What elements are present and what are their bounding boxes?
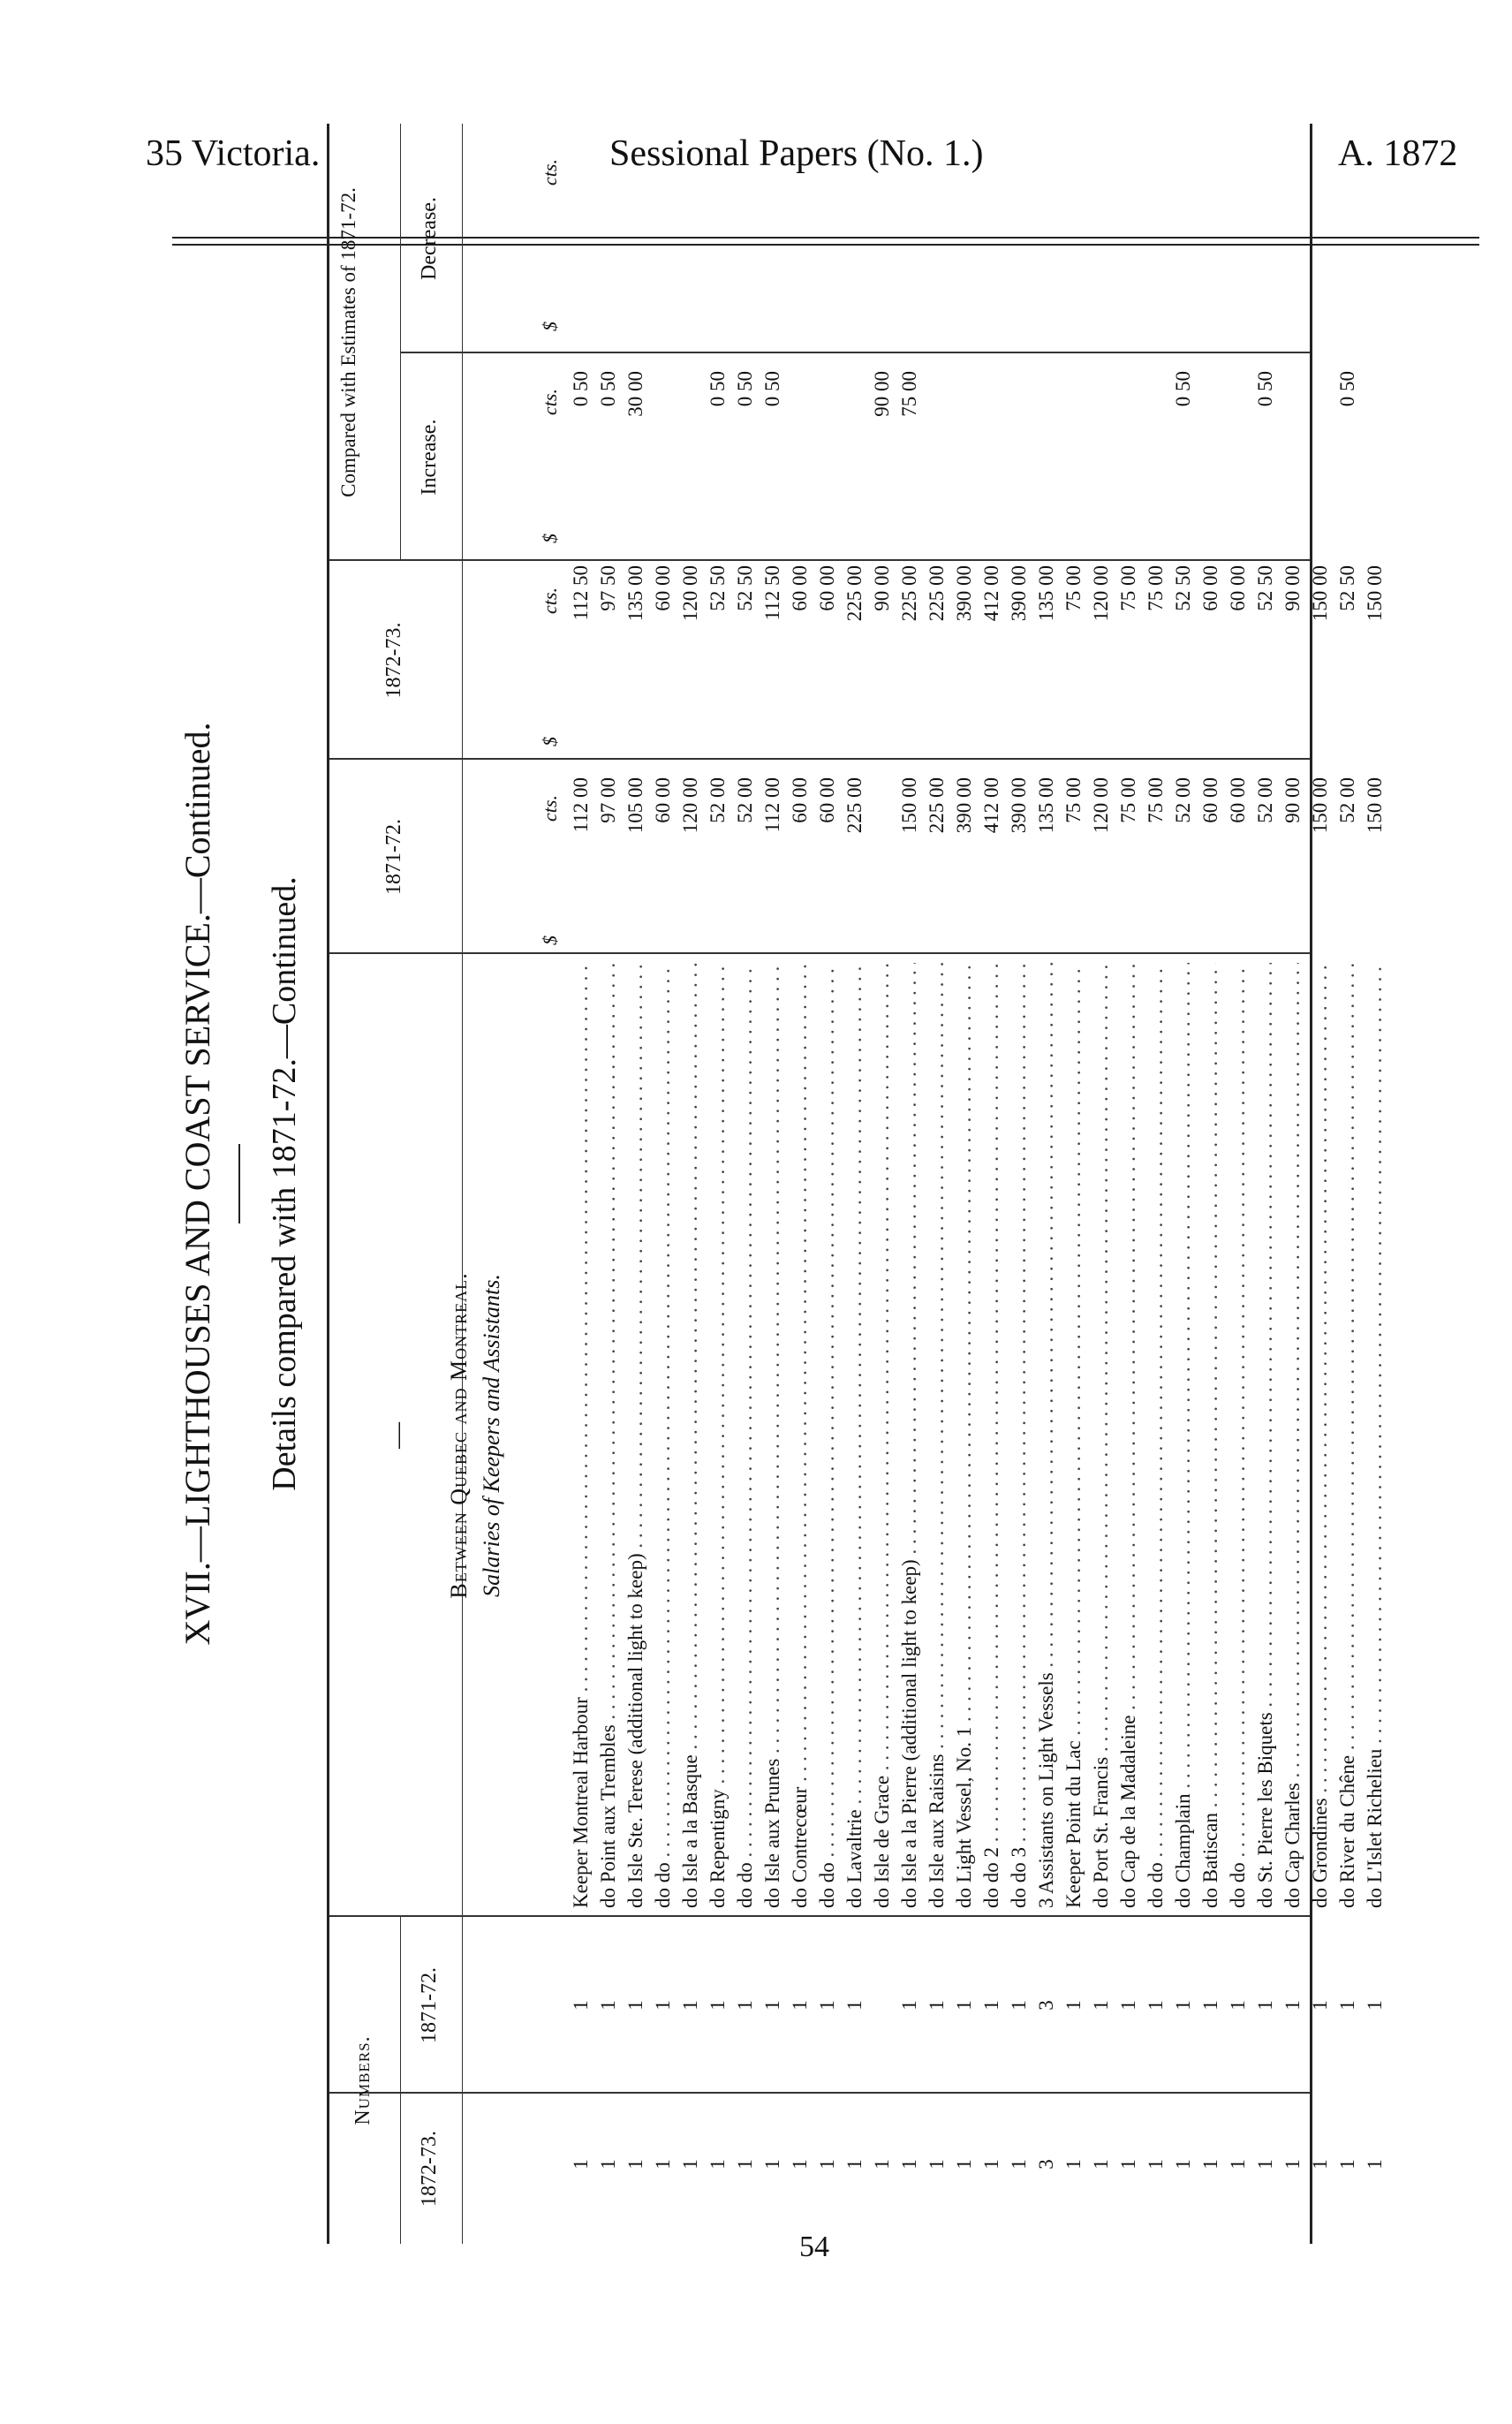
numbers-1871-72-cell: 1: [1199, 2000, 1221, 2011]
description-cell: Keeper Montreal Harbour . . .: [567, 963, 594, 1908]
table-row: [1087, 124, 1115, 2244]
description-cell: do Cap Charles . . .: [1279, 963, 1306, 1908]
amount-1871-72-cell: 150 00: [1309, 777, 1331, 834]
amount-1872-73-cell: 52 50: [1172, 565, 1194, 611]
amount-1871-72-cell: 112 00: [761, 777, 783, 833]
numbers-1871-72-cell: 1: [1090, 2000, 1112, 2011]
unit-cents: cts.: [539, 389, 561, 415]
table-row: [1142, 124, 1169, 2244]
table-row: [759, 124, 786, 2244]
amount-1871-72-cell: 390 00: [953, 777, 975, 834]
table-row: [567, 124, 594, 2244]
numbers-1871-72-cell: 1: [761, 2000, 783, 2011]
table-row: [1279, 124, 1306, 2244]
numbers-1871-72-cell: 1: [816, 2000, 838, 2011]
unit-dollar: $: [539, 322, 561, 331]
amount-1872-73-cell: 135 00: [1035, 565, 1057, 622]
table-row: [622, 124, 649, 2244]
numbers-1871-72-cell: 1: [1062, 2000, 1085, 2011]
numbers-1871-72-cell: 1: [1336, 2000, 1358, 2011]
table-row: [1115, 124, 1142, 2244]
numbers-1871-72-cell: 3: [1035, 2000, 1057, 2011]
description-cell: do Batiscan . . .: [1197, 963, 1224, 1908]
description-cell: do Isle a la Pierre (additional light to keep) . . .: [896, 963, 923, 1908]
running-header-right: A. 1872: [1338, 133, 1458, 174]
table-row: [731, 124, 759, 2244]
description-cell: do Repentigny . . .: [704, 963, 731, 1908]
amount-1871-72-cell: 60 00: [1227, 777, 1249, 823]
amount-1871-72-cell: 60 00: [789, 777, 811, 823]
numbers-1872-73-cell: 1: [1117, 2159, 1139, 2170]
numbers-1871-72-cell: 1: [679, 2000, 701, 2011]
amount-1871-72-cell: 75 00: [1062, 777, 1085, 823]
amount-1872-73-cell: 52 50: [1254, 565, 1276, 611]
description-cell: do do 2 . . .: [978, 963, 1005, 1908]
table-row: [923, 124, 950, 2244]
header-rule: [400, 124, 401, 561]
unit-cents: cts.: [539, 159, 561, 186]
document-subtitle: Details compared with 1871-72.—Continued.: [266, 876, 303, 1491]
numbers-1872-73-cell: 1: [1309, 2159, 1331, 2170]
table-row: [704, 124, 731, 2244]
table-row: [1197, 124, 1224, 2244]
description-cell: do River du Chêne . . .: [1334, 963, 1361, 1908]
numbers-1871-72-cell: 1: [1117, 2000, 1139, 2011]
header-numbers-1872-73: 1872-73.: [418, 2131, 441, 2207]
description-cell: do do . . .: [1224, 963, 1251, 1908]
amount-1872-73-cell: 225 00: [843, 565, 866, 622]
increase-cell: 90 00: [871, 371, 893, 417]
increase-cell: 0 50: [1254, 371, 1276, 407]
header-numbers: Numbers.: [352, 2035, 374, 2125]
amount-1872-73-cell: 120 00: [1090, 565, 1112, 622]
numbers-1872-73-cell: 1: [953, 2159, 975, 2170]
numbers-1871-72-cell: 1: [1281, 2000, 1304, 2011]
numbers-1872-73-cell: 1: [1254, 2159, 1276, 2170]
unit-dollar: $: [539, 534, 561, 543]
numbers-1871-72-cell: 1: [980, 2000, 1002, 2011]
table-row: [841, 124, 868, 2244]
numbers-1872-73-cell: 1: [1336, 2159, 1358, 2170]
numbers-1872-73-cell: 1: [1364, 2159, 1386, 2170]
amount-1872-73-cell: 112 50: [761, 565, 783, 621]
numbers-1872-73-cell: 1: [1008, 2159, 1030, 2170]
amount-1872-73-cell: 60 00: [789, 565, 811, 611]
description-cell: do do . . .: [1142, 963, 1169, 1908]
section-title: Between Quebec and Montreal.: [446, 1272, 472, 1599]
description-cell: do do . . .: [731, 963, 759, 1908]
numbers-1872-73-cell: 1: [734, 2159, 756, 2170]
numbers-1872-73-cell: 3: [1035, 2159, 1057, 2170]
amount-1871-72-cell: 120 00: [679, 777, 701, 834]
amount-1872-73-cell: 60 00: [1227, 565, 1249, 611]
amount-1871-72-cell: 150 00: [1364, 777, 1386, 834]
numbers-1871-72-cell: 1: [843, 2000, 866, 2011]
amount-1871-72-cell: 52 00: [707, 777, 729, 823]
table-row: [1032, 124, 1060, 2244]
numbers-1871-72-cell: 1: [1309, 2000, 1331, 2011]
table-row: [677, 124, 704, 2244]
amount-1872-73-cell: 60 00: [652, 565, 674, 611]
description-cell: 3 Assistants on Light Vessels . . .: [1032, 963, 1060, 1908]
increase-cell: 75 00: [898, 371, 920, 417]
increase-cell: 0 50: [597, 371, 619, 407]
table-row: [1224, 124, 1251, 2244]
description-cell: Keeper Point du Lac . . .: [1060, 963, 1087, 1908]
numbers-1871-72-cell: 1: [1254, 2000, 1276, 2011]
numbers-1872-73-cell: 1: [1227, 2159, 1249, 2170]
numbers-1872-73-cell: 1: [871, 2159, 893, 2170]
header-decrease: Decrease.: [418, 197, 441, 280]
description-cell: do Isle Ste. Terese (additional light to keep) . . .: [622, 963, 649, 1908]
title-divider: [238, 1144, 240, 1223]
amount-1871-72-cell: 412 00: [980, 777, 1002, 834]
increase-cell: 30 00: [624, 371, 646, 417]
numbers-1872-73-cell: 1: [707, 2159, 729, 2170]
numbers-1872-73-cell: 1: [570, 2159, 592, 2170]
amount-1872-73-cell: 60 00: [1199, 565, 1221, 611]
numbers-1871-72-cell: 1: [1227, 2000, 1249, 2011]
numbers-1872-73-cell: 1: [1281, 2159, 1304, 2170]
description-cell: do Isle de Grace . . .: [868, 963, 896, 1908]
amount-1872-73-cell: 75 00: [1062, 565, 1085, 611]
amount-1871-72-cell: 97 00: [597, 777, 619, 823]
numbers-1872-73-cell: 1: [679, 2159, 701, 2170]
amount-1872-73-cell: 90 00: [1281, 565, 1304, 611]
description-cell: do Lavaltrie . . .: [841, 963, 868, 1908]
numbers-1872-73-cell: 1: [761, 2159, 783, 2170]
amount-1871-72-cell: 150 00: [898, 777, 920, 834]
amount-1872-73-cell: 150 00: [1309, 565, 1331, 622]
increase-cell: 0 50: [761, 371, 783, 407]
document-title: XVII.—LIGHTHOUSES AND COAST SERVICE.—Continued.: [178, 722, 217, 1646]
description-cell: do Champlain . . .: [1169, 963, 1197, 1908]
numbers-1872-73-cell: 1: [652, 2159, 674, 2170]
numbers-1871-72-cell: 1: [789, 2000, 811, 2011]
amount-1871-72-cell: 60 00: [816, 777, 838, 823]
amount-1872-73-cell: 135 00: [624, 565, 646, 622]
table-row: [1361, 124, 1388, 2244]
amount-1871-72-cell: 225 00: [843, 777, 866, 834]
numbers-1871-72-cell: 1: [953, 2000, 975, 2011]
numbers-1872-73-cell: 1: [1172, 2159, 1194, 2170]
numbers-1872-73-cell: 1: [624, 2159, 646, 2170]
header-1872-73: 1872-73.: [382, 622, 405, 699]
header-description-dash: —: [382, 1422, 412, 1449]
header-compared: Compared with Estimates of 1871-72.: [337, 187, 359, 497]
numbers-1871-72-cell: 1: [624, 2000, 646, 2011]
numbers-1872-73-cell: 1: [597, 2159, 619, 2170]
amount-1871-72-cell: 60 00: [652, 777, 674, 823]
description-cell: do Point aux Trembles . . .: [594, 963, 622, 1908]
description-cell: do Light Vessel, No. 1 . . .: [950, 963, 978, 1908]
amount-1872-73-cell: 52 50: [1336, 565, 1358, 611]
amount-1872-73-cell: 225 00: [898, 565, 920, 622]
section-subtitle: Salaries of Keepers and Assistants.: [479, 1274, 504, 1597]
numbers-1872-73-cell: 1: [980, 2159, 1002, 2170]
numbers-1871-72-cell: 1: [1364, 2000, 1386, 2011]
amount-1871-72-cell: 75 00: [1145, 777, 1167, 823]
description-cell: do L'Islet Richelieu . . .: [1361, 963, 1388, 1908]
table-row: [1334, 124, 1361, 2244]
table-row: [1005, 124, 1032, 2244]
description-cell: do do . . .: [649, 963, 677, 1908]
numbers-1871-72-cell: 1: [570, 2000, 592, 2011]
amount-1872-73-cell: 150 00: [1364, 565, 1386, 622]
amount-1871-72-cell: 390 00: [1008, 777, 1030, 834]
description-cell: do Isle a la Basque . . .: [677, 963, 704, 1908]
numbers-1872-73-cell: 1: [898, 2159, 920, 2170]
amount-1871-72-cell: 105 00: [624, 777, 646, 834]
header-numbers-1871-72: 1871-72.: [418, 1967, 441, 2043]
increase-cell: 0 50: [1172, 371, 1194, 407]
table-row: [1306, 124, 1334, 2244]
amount-1872-73-cell: 412 00: [980, 565, 1002, 622]
unit-dollar: $: [539, 936, 561, 945]
numbers-1871-72-cell: 1: [597, 2000, 619, 2011]
amount-1871-72-cell: 52 00: [734, 777, 756, 823]
numbers-1872-73-cell: 1: [816, 2159, 838, 2170]
increase-cell: 0 50: [1336, 371, 1358, 407]
description-cell: do do 3 . . .: [1005, 963, 1032, 1908]
amount-1871-72-cell: 52 00: [1172, 777, 1194, 823]
header-1871-72: 1871-72.: [382, 819, 405, 895]
numbers-1872-73-cell: 1: [1145, 2159, 1167, 2170]
amount-1872-73-cell: 120 00: [679, 565, 701, 622]
description-cell: do Isle aux Prunes . . .: [759, 963, 786, 1908]
numbers-1872-73-cell: 1: [1062, 2159, 1085, 2170]
table-row: [594, 124, 622, 2244]
table-row: [1251, 124, 1279, 2244]
unit-dollar: $: [539, 737, 561, 746]
rotated-table-block: [150, 124, 1386, 2244]
increase-cell: 0 50: [707, 371, 729, 407]
amount-1872-73-cell: 52 50: [734, 565, 756, 611]
numbers-1871-72-cell: 1: [898, 2000, 920, 2011]
amount-1871-72-cell: 135 00: [1035, 777, 1057, 834]
header-rule: [400, 1917, 401, 2244]
description-cell: do Grondines . . .: [1306, 963, 1334, 1908]
table-row: [978, 124, 1005, 2244]
amount-1872-73-cell: 60 00: [816, 565, 838, 611]
amount-1872-73-cell: 52 50: [707, 565, 729, 611]
amount-1872-73-cell: 90 00: [871, 565, 893, 611]
amount-1871-72-cell: 90 00: [1281, 777, 1304, 823]
table-row: [786, 124, 813, 2244]
table-row: [813, 124, 841, 2244]
running-header-center: Sessional Papers (No. 1.): [609, 133, 984, 174]
amount-1871-72-cell: 120 00: [1090, 777, 1112, 834]
description-cell: do Cap de la Madaleine . . .: [1115, 963, 1142, 1908]
numbers-1872-73-cell: 1: [926, 2159, 948, 2170]
increase-cell: 0 50: [734, 371, 756, 407]
unit-cents: cts.: [539, 795, 561, 822]
amount-1872-73-cell: 225 00: [926, 565, 948, 622]
table-row: [649, 124, 677, 2244]
amount-1872-73-cell: 112 50: [570, 565, 592, 621]
table-row: [950, 124, 978, 2244]
amount-1871-72-cell: 52 00: [1254, 777, 1276, 823]
description-cell: do Isle aux Raisins . . .: [923, 963, 950, 1908]
table-row: [896, 124, 923, 2244]
description-cell: do Port St. Francis . . .: [1087, 963, 1115, 1908]
amount-1871-72-cell: 52 00: [1336, 777, 1358, 823]
numbers-1872-73-cell: 1: [1199, 2159, 1221, 2170]
description-cell: do Contrecœur . . .: [786, 963, 813, 1908]
numbers-1871-72-cell: 1: [707, 2000, 729, 2011]
numbers-1872-73-cell: 1: [1090, 2159, 1112, 2170]
table-row: [868, 124, 896, 2244]
numbers-1872-73-cell: 1: [789, 2159, 811, 2170]
page-number: 54: [799, 2231, 829, 2263]
description-cell: do St. Pierre les Biquets . . .: [1251, 963, 1279, 1908]
amount-1871-72-cell: 112 00: [570, 777, 592, 833]
numbers-1871-72-cell: 1: [734, 2000, 756, 2011]
amount-1871-72-cell: 75 00: [1117, 777, 1139, 823]
numbers-1871-72-cell: 1: [926, 2000, 948, 2011]
description-cell: do do . . .: [813, 963, 841, 1908]
amount-1871-72-cell: 60 00: [1199, 777, 1221, 823]
table-row: [1169, 124, 1197, 2244]
unit-cents: cts.: [539, 587, 561, 614]
table-row: [1060, 124, 1087, 2244]
running-header-left: 35 Victoria.: [146, 133, 321, 174]
header-increase: Increase.: [418, 419, 441, 496]
increase-cell: 0 50: [570, 371, 592, 407]
amount-1872-73-cell: 390 00: [953, 565, 975, 622]
numbers-1871-72-cell: 1: [1008, 2000, 1030, 2011]
numbers-1871-72-cell: 1: [652, 2000, 674, 2011]
amount-1871-72-cell: 225 00: [926, 777, 948, 834]
amount-1872-73-cell: 75 00: [1117, 565, 1139, 611]
amount-1872-73-cell: 390 00: [1008, 565, 1030, 622]
amount-1872-73-cell: 75 00: [1145, 565, 1167, 611]
numbers-1871-72-cell: 1: [1172, 2000, 1194, 2011]
numbers-1872-73-cell: 1: [843, 2159, 866, 2170]
amount-1872-73-cell: 97 50: [597, 565, 619, 611]
numbers-1871-72-cell: 1: [1145, 2000, 1167, 2011]
